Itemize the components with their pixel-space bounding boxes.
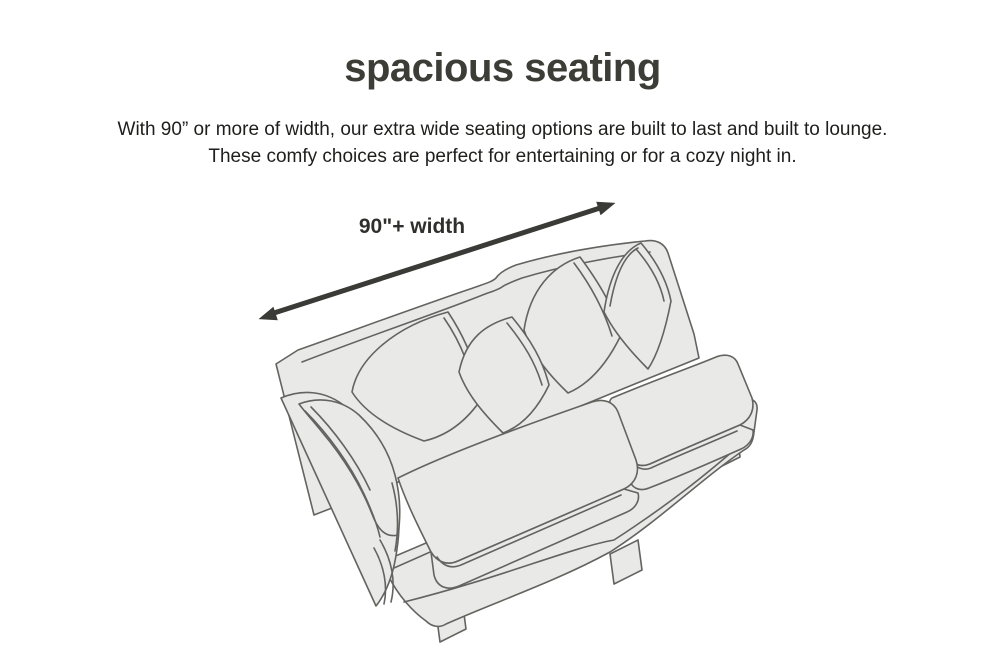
dimension-width-label: 90"+ width	[358, 215, 466, 238]
description-line-2: These comfy choices are perfect for entertaining or for a cozy night in.	[208, 146, 797, 167]
arrow-head-left	[259, 307, 278, 320]
page-title: spacious seating	[344, 46, 661, 90]
arrow-head-right	[596, 202, 615, 215]
description-line-1: With 90” or more of width, our extra wide seating options are built to last and built to lounge.	[117, 119, 888, 140]
